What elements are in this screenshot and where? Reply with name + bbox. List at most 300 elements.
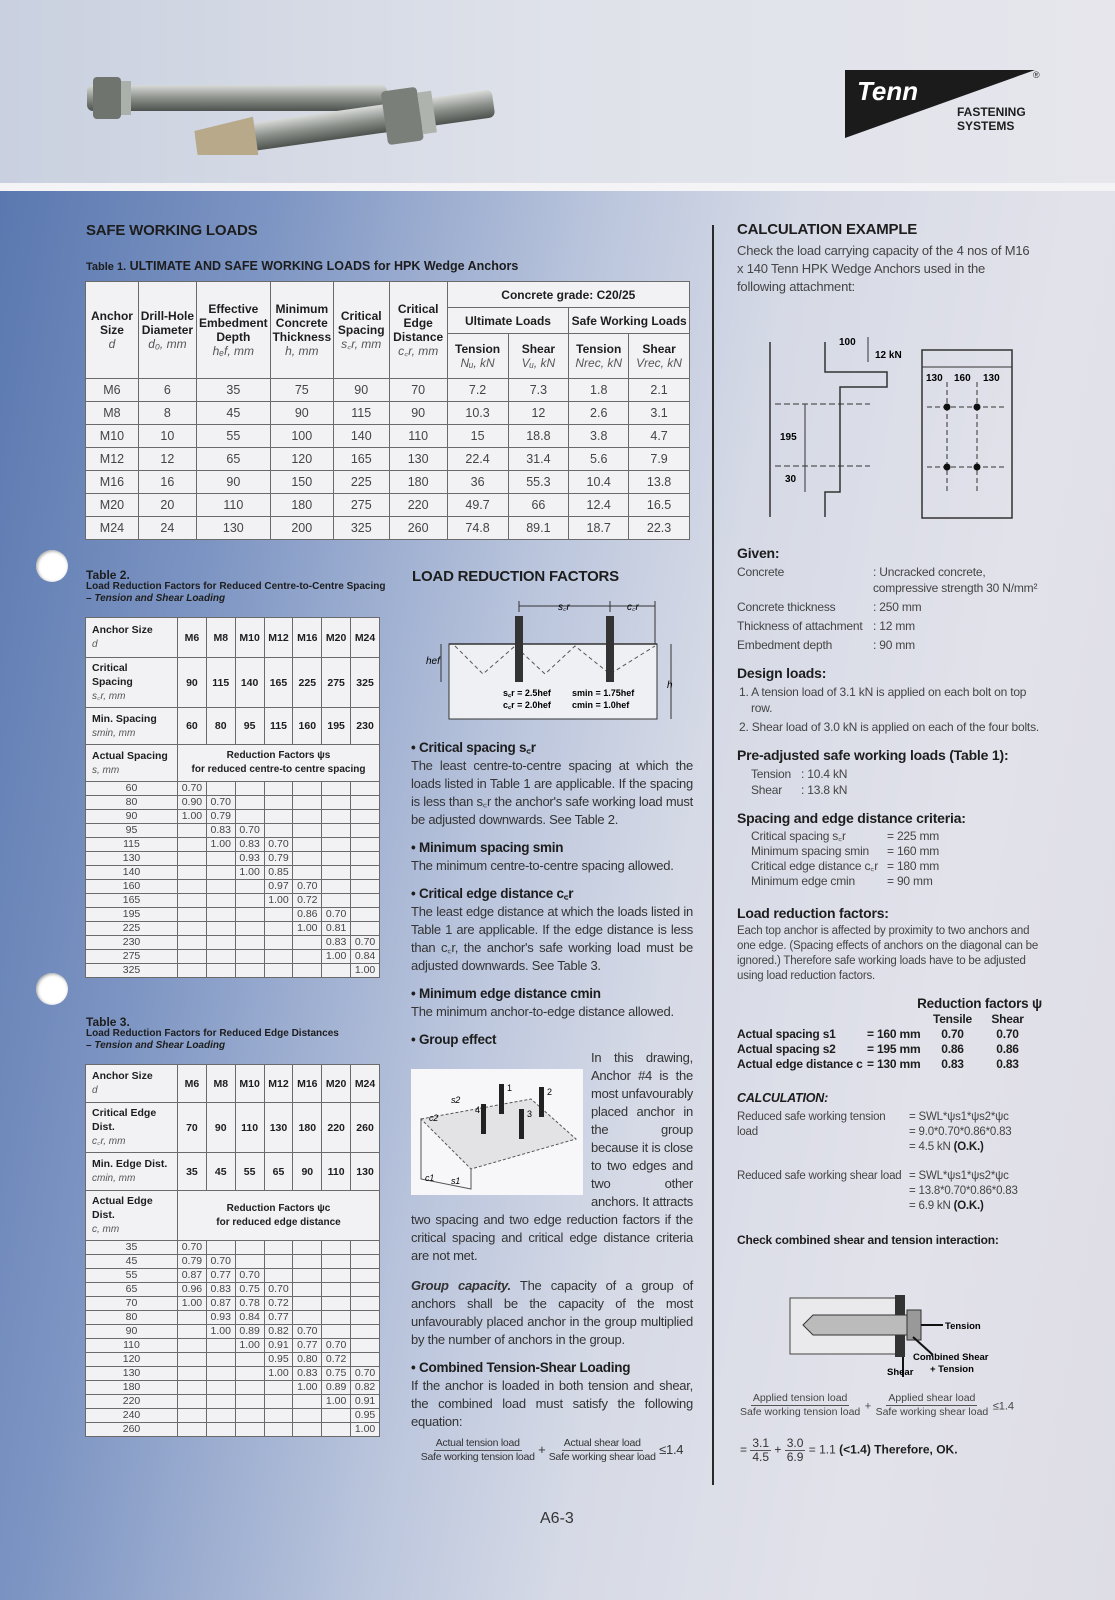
table-cell: [235, 880, 264, 894]
ok-badge: (O.K.): [953, 1141, 984, 1153]
s1-label: s1: [451, 1176, 461, 1186]
table-row: [86, 936, 380, 950]
col-critical-edge: [389, 282, 447, 379]
table-cell: [178, 1311, 207, 1325]
given-value: : 90 mm: [873, 638, 915, 652]
text: Applied shear load: [888, 1392, 976, 1404]
criteria-item: [751, 874, 1047, 889]
group-capacity-heading: Group capacity.: [411, 1278, 511, 1293]
table-cell: [322, 824, 351, 838]
table-cell: 0.75: [235, 1283, 264, 1297]
table-cell: 0.93: [235, 852, 264, 866]
size-header: M24: [351, 618, 380, 658]
table-cell: [206, 1423, 235, 1437]
table-row: [86, 471, 690, 494]
column-divider: [712, 225, 714, 1485]
table-cell: [322, 838, 351, 852]
table-cell: 1.00: [235, 866, 264, 880]
reduction-header: [737, 1012, 1047, 1027]
table-cell: 140: [86, 866, 178, 880]
table-cell: 80: [86, 1311, 178, 1325]
table-cell: [206, 922, 235, 936]
size-header: M20: [322, 1065, 351, 1103]
calc-intro: Check the load carrying capacity of the 4 nos of M16 x 140 Tenn HPK Wedge Anchors used in the following attachment:: [737, 243, 1030, 294]
text: hₑf, mm: [212, 344, 254, 358]
table-cell: 16: [138, 471, 196, 494]
min-value: 160: [293, 708, 322, 745]
text: d₀, mm: [148, 337, 187, 351]
given-list: [737, 564, 1047, 653]
min-value: 230: [351, 708, 380, 745]
table-cell: 220: [86, 1395, 178, 1409]
col-drill-hole: [138, 282, 196, 379]
given-value: : 12 mm: [873, 619, 915, 633]
table-cell: [206, 880, 235, 894]
c1-label: c1: [425, 1173, 435, 1183]
table-cell: 90: [389, 402, 447, 425]
table-cell: [206, 894, 235, 908]
spacer: [737, 1012, 867, 1027]
table-cell: [206, 782, 235, 796]
text: Drill-Hole Diameter: [140, 309, 195, 337]
table-cell: [178, 880, 207, 894]
table-cell: [178, 1353, 207, 1367]
table-cell: 0.89: [235, 1325, 264, 1339]
table-cell: 0.91: [351, 1395, 380, 1409]
brand-tagline: [957, 105, 1026, 133]
table-cell: [264, 1269, 293, 1283]
table-cell: 45: [86, 1255, 178, 1269]
spacing-edge-diagram: [415, 596, 695, 724]
table-cell: [235, 1353, 264, 1367]
min-value: 60: [178, 708, 207, 745]
table-cell: [264, 950, 293, 964]
table-cell: 0.79: [178, 1255, 207, 1269]
table-cell: 7.9: [629, 448, 690, 471]
table-cell: [235, 796, 264, 810]
group-effect-heading: • Group effect: [411, 1032, 497, 1047]
text: Actual tension load: [435, 1437, 520, 1449]
table-header-cell: [86, 658, 178, 708]
table-cell: [235, 950, 264, 964]
table-cell: 1.00: [264, 1367, 293, 1381]
wedge-anchor-photo: [85, 55, 505, 155]
calculation-heading: CALCULATION:: [737, 1091, 829, 1105]
reduction-col-header: Tensile: [932, 1012, 973, 1026]
table-cell: [206, 1381, 235, 1395]
table-header-cell: [86, 618, 178, 658]
min-spacing-heading: • Minimum spacing smin: [411, 840, 564, 855]
table-cell: [293, 866, 322, 880]
table-cell: 115: [333, 402, 389, 425]
table-cell: 0.77: [206, 1269, 235, 1283]
table-cell: [351, 1283, 380, 1297]
table-cell: 260: [389, 517, 447, 540]
table-cell: [322, 1311, 351, 1325]
table-cell: 0.83: [206, 824, 235, 838]
table-cell: 1.00: [351, 1423, 380, 1437]
table-row: [86, 880, 380, 894]
table-cell: 0.86: [293, 908, 322, 922]
table-cell: 13.8: [629, 471, 690, 494]
table-cell: 55: [86, 1269, 178, 1283]
table-cell: [178, 950, 207, 964]
table-cell: M20: [86, 494, 139, 517]
table-cell: [293, 1241, 322, 1255]
tension-calc: [737, 1110, 1047, 1155]
table-row: [86, 1241, 380, 1255]
table-cell: [293, 810, 322, 824]
reduction-cell: = 195 mm: [867, 1042, 921, 1056]
table-cell: 110: [389, 425, 447, 448]
check-heading: Check combined shear and tension interaction:: [737, 1233, 999, 1247]
table-cell: 0.83: [293, 1367, 322, 1381]
text: = 13.8*0.70*0.86*0.83: [909, 1185, 1018, 1197]
h-label: h: [667, 680, 673, 691]
criteria-label: Critical edge distance c꜀r: [751, 859, 879, 873]
reduction-factors-table: [737, 1012, 1047, 1072]
table-cell: [235, 1367, 264, 1381]
table-cell: 0.82: [351, 1381, 380, 1395]
interaction-equation: [740, 1392, 1014, 1419]
table-row: [86, 782, 380, 796]
table3-edge-factors: [85, 1064, 380, 1437]
table-cell: 0.77: [293, 1339, 322, 1353]
dim-160: 160: [954, 373, 971, 384]
table-row: [86, 1283, 380, 1297]
table-cell: 1.00: [178, 810, 207, 824]
brand-line2: SYSTEMS: [957, 119, 1015, 133]
load-reduction-text: [411, 729, 693, 1464]
text: Tension: [455, 342, 501, 356]
text: Actual Spacing: [92, 749, 168, 762]
text: d: [92, 639, 98, 650]
attachment-diagram: [765, 332, 1045, 524]
text: Actual shear load: [563, 1437, 641, 1449]
table-cell: [293, 950, 322, 964]
min-spacing-text: The minimum centre-to-centre spacing allowed.: [411, 858, 674, 873]
s2-label: s2: [451, 1095, 461, 1105]
pre-label: Tension: [751, 767, 791, 781]
table-cell: 60: [86, 782, 178, 796]
text: = 1.1: [808, 1442, 836, 1457]
table-cell: 1.00: [206, 1325, 235, 1339]
table-cell: 180: [270, 494, 333, 517]
table-cell: M6: [86, 379, 139, 402]
table-cell: 65: [86, 1283, 178, 1297]
table-cell: [351, 908, 380, 922]
min-value: 195: [322, 708, 351, 745]
table-row: [86, 494, 690, 517]
table-cell: [351, 1255, 380, 1269]
table-cell: [206, 964, 235, 978]
given-item: [737, 637, 1047, 653]
interaction-result: [740, 1437, 958, 1464]
tension-label: Tension: [945, 1321, 981, 1332]
table-cell: 22.4: [447, 448, 508, 471]
table-cell: [322, 1255, 351, 1269]
size-header: M10: [235, 1065, 264, 1103]
table-cell: 31.4: [508, 448, 569, 471]
table-row: [86, 908, 380, 922]
table-cell: 10.3: [447, 402, 508, 425]
size-header: M24: [351, 1065, 380, 1103]
pre-item: [751, 766, 1047, 782]
table-cell: 0.81: [322, 922, 351, 936]
table-row: [86, 1381, 380, 1395]
table-cell: 18.8: [508, 425, 569, 448]
table-cell: 0.87: [206, 1297, 235, 1311]
table-row: [86, 922, 380, 936]
table-cell: [293, 936, 322, 950]
table-cell: 22.3: [629, 517, 690, 540]
text: = SWL*ψs1*ψs2*ψc: [909, 1111, 1009, 1123]
table-row: [86, 894, 380, 908]
table-header-cell: [86, 1191, 178, 1241]
table-cell: 260: [86, 1423, 178, 1437]
text: =: [740, 1442, 748, 1457]
table-cell: 120: [270, 448, 333, 471]
table-cell: 7.2: [447, 379, 508, 402]
table-cell: 0.70: [351, 1367, 380, 1381]
table-cell: 0.70: [178, 782, 207, 796]
criteria-item: [751, 859, 1047, 874]
table-cell: 0.72: [322, 1353, 351, 1367]
table-cell: 1.00: [178, 1297, 207, 1311]
text: h, mm: [285, 344, 319, 358]
table-cell: 55: [196, 425, 270, 448]
table1-safe-working-loads: [85, 281, 690, 540]
critical-value: 90: [178, 658, 207, 708]
table-cell: [235, 922, 264, 936]
table-cell: [264, 964, 293, 978]
critical-value: 165: [264, 658, 293, 708]
critical-edge-heading: • Critical edge distance c꜀r: [411, 886, 574, 901]
table-cell: [322, 796, 351, 810]
table-cell: 18.7: [569, 517, 629, 540]
critical-spacing-text: The least centre-to-centre spacing at which the loads listed in Table 1 are applicable. If the spacing is less than s꜀r the anchor's safe working load must be adjusted downwards. See Table 2.: [411, 758, 693, 827]
table-cell: 1.00: [322, 1395, 351, 1409]
text: Critical Spacing: [92, 662, 133, 688]
table-cell: [322, 1423, 351, 1437]
reduction-cell: = 130 mm: [867, 1057, 921, 1071]
concrete-grade-header: Concrete grade: C20/25: [447, 282, 689, 308]
table-cell: 100: [270, 425, 333, 448]
table-cell: [178, 964, 207, 978]
formula-scr: s꜀r = 2.5hef: [503, 688, 551, 698]
table-row: [86, 796, 380, 810]
table-cell: 150: [270, 471, 333, 494]
dim-195: 195: [780, 432, 797, 443]
table-cell: 2.1: [629, 379, 690, 402]
table-cell: 0.70: [264, 1283, 293, 1297]
table-cell: 55.3: [508, 471, 569, 494]
table-cell: M24: [86, 517, 139, 540]
table-cell: 110: [196, 494, 270, 517]
pre-item: [751, 782, 1047, 798]
table-cell: 165: [333, 448, 389, 471]
table-cell: [351, 922, 380, 936]
col-safe-shear: [629, 334, 690, 379]
text: Nᵤ, kN: [460, 356, 495, 370]
table-cell: [206, 1409, 235, 1423]
min-value: 115: [264, 708, 293, 745]
table-cell: [206, 950, 235, 964]
table-cell: 90: [86, 1325, 178, 1339]
design-loads-heading: Design loads:: [737, 665, 827, 681]
table-cell: 0.70: [322, 908, 351, 922]
table-cell: [322, 1409, 351, 1423]
table-row: [86, 810, 380, 824]
table-cell: [206, 1395, 235, 1409]
table3-caption: [86, 1016, 339, 1052]
text: c꜀r, mm: [92, 1136, 126, 1147]
table-cell: [235, 1255, 264, 1269]
text: Anchor Size: [92, 1070, 153, 1082]
table-cell: 0.78: [235, 1297, 264, 1311]
table-cell: 49.7: [447, 494, 508, 517]
table1-caption: [86, 259, 518, 273]
table-cell: [264, 1409, 293, 1423]
table-cell: 225: [86, 922, 178, 936]
table-cell: [178, 1339, 207, 1353]
group-capacity-paragraph: [411, 1277, 693, 1349]
table-cell: 75: [270, 379, 333, 402]
table-cell: [322, 1241, 351, 1255]
table2-title: Table 2.: [86, 568, 130, 582]
binder-hole: [36, 973, 68, 1005]
table-cell: 0.77: [264, 1311, 293, 1325]
table-cell: 0.70: [235, 824, 264, 838]
table-cell: 0.79: [206, 810, 235, 824]
table-cell: M10: [86, 425, 139, 448]
table-cell: [178, 1409, 207, 1423]
table2-caption: [86, 569, 385, 605]
table-row: [86, 1325, 380, 1339]
dim-30: 30: [785, 474, 797, 485]
size-header: M20: [322, 618, 351, 658]
reduction-cell: = 160 mm: [867, 1027, 921, 1041]
given-value: : Uncracked concrete, compressive strength 30 N/mm²: [873, 565, 1038, 595]
table-cell: 90: [196, 471, 270, 494]
given-value: : 250 mm: [873, 600, 922, 614]
table-cell: 1.00: [293, 922, 322, 936]
table-cell: 35: [86, 1241, 178, 1255]
anchor-1-label: 1: [507, 1083, 512, 1093]
dim-130-left: 130: [926, 373, 943, 384]
table-cell: 0.70: [351, 936, 380, 950]
table-cell: [322, 1325, 351, 1339]
table-cell: 0.70: [322, 1339, 351, 1353]
reduction-cell: 0.70: [996, 1027, 1019, 1041]
table-header-cell: [86, 1065, 178, 1103]
reduction-cell: 0.83: [941, 1057, 964, 1071]
ok-badge: (O.K.): [953, 1200, 984, 1212]
shear-calc: [737, 1169, 1047, 1214]
text: Reduction Factors ψs: [226, 750, 331, 761]
table-cell: 220: [389, 494, 447, 517]
table-row: [86, 402, 690, 425]
table-cell: [178, 1395, 207, 1409]
table-row: [86, 866, 380, 880]
table-cell: 16.5: [629, 494, 690, 517]
table-cell: [351, 838, 380, 852]
c2-label: c2: [429, 1113, 439, 1123]
size-header: M8: [206, 618, 235, 658]
table-cell: 66: [508, 494, 569, 517]
table-cell: [206, 866, 235, 880]
size-header: M6: [178, 1065, 207, 1103]
text: Min. Spacing: [92, 712, 157, 725]
table-cell: [178, 922, 207, 936]
table-cell: 1.00: [264, 894, 293, 908]
brand-logo: [845, 70, 1040, 138]
given-label: Concrete: [737, 565, 785, 579]
reduction-row: [737, 1027, 1047, 1042]
col-ult-shear: [508, 334, 569, 379]
table-cell: 275: [333, 494, 389, 517]
min-value: 35: [178, 1153, 207, 1191]
anchor-group-figure: [411, 1069, 583, 1195]
text: ≤1.4: [659, 1441, 684, 1457]
table-cell: [264, 810, 293, 824]
text: ≤1.4: [992, 1400, 1015, 1413]
reduction-cell: 0.86: [996, 1042, 1019, 1056]
table-cell: 0.84: [351, 950, 380, 964]
table-row: [86, 1269, 380, 1283]
table-cell: 325: [333, 517, 389, 540]
combined-load-figure: [785, 1295, 1025, 1380]
ultimate-loads-header: Ultimate Loads: [447, 308, 569, 334]
table-row: [86, 425, 690, 448]
table-cell: [206, 936, 235, 950]
table-cell: 325: [86, 964, 178, 978]
table-cell: [351, 1311, 380, 1325]
text: s꜀r, mm: [92, 691, 126, 702]
table-cell: 90: [86, 810, 178, 824]
table-cell: [351, 796, 380, 810]
text: Effective Embedment Depth: [198, 302, 268, 344]
table-cell: 0.95: [351, 1409, 380, 1423]
anchor-2-label: 2: [547, 1087, 552, 1097]
table-cell: 12.4: [569, 494, 629, 517]
table-cell: [264, 922, 293, 936]
table-cell: 200: [270, 517, 333, 540]
table-header-cell: [86, 745, 178, 782]
text: s, mm: [92, 764, 120, 776]
table-cell: 240: [86, 1409, 178, 1423]
table-cell: 0.97: [264, 880, 293, 894]
text: Shear: [521, 342, 556, 356]
table-cell: [293, 1255, 322, 1269]
table-cell: 180: [389, 471, 447, 494]
formula-cmin: cmin = 1.0hef: [572, 700, 630, 710]
table-cell: [293, 824, 322, 838]
table-cell: 0.70: [293, 880, 322, 894]
text: Vᵤ, kN: [521, 356, 556, 370]
table-cell: [235, 810, 264, 824]
formula-ccr: c꜀r = 2.0hef: [503, 700, 551, 710]
table-cell: [351, 1353, 380, 1367]
table-header-cell: [178, 1191, 380, 1241]
table-cell: 0.70: [206, 1255, 235, 1269]
table-cell: M12: [86, 448, 139, 471]
anchor-3-label: 3: [527, 1109, 532, 1119]
table-cell: 0.91: [264, 1339, 293, 1353]
critical-value: 110: [235, 1103, 264, 1153]
table-cell: 275: [86, 950, 178, 964]
table-cell: 1.00: [322, 950, 351, 964]
